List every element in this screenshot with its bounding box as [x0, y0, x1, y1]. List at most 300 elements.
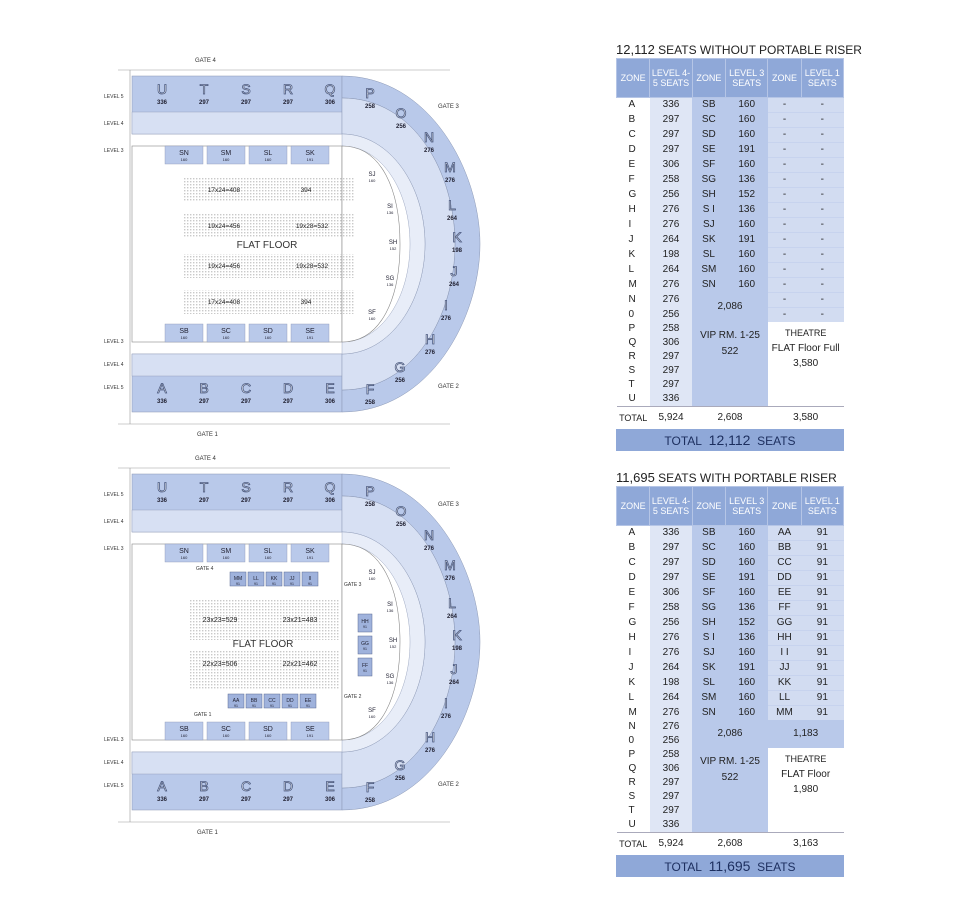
zone-n-seats: 276 — [423, 546, 435, 552]
table-row — [617, 158, 844, 173]
zone-cell: C — [617, 556, 650, 571]
totals-label: TOTAL — [617, 833, 650, 856]
zone-l-letter: L — [448, 197, 456, 213]
zone-cell: - — [768, 278, 801, 293]
zone-cell: SN — [692, 278, 725, 293]
seats-cell: 152 — [726, 616, 768, 631]
zone-k-seats: 198 — [451, 248, 463, 254]
box-label: SB — [179, 726, 189, 733]
zone-g-letter: G — [394, 757, 406, 773]
zone-cell: SM — [692, 691, 725, 706]
riser-label: II — [308, 576, 312, 582]
seat-table-with-riser — [616, 470, 844, 877]
seats-cell: 297 — [650, 143, 692, 158]
zone-cell: H — [617, 631, 650, 646]
seats-cell: 91 — [801, 646, 843, 661]
floor-block-label: 394 — [300, 299, 312, 306]
seats-cell: 160 — [726, 556, 768, 571]
table-row — [617, 203, 844, 218]
floor-block-label: 19x24=456 — [207, 223, 241, 230]
box-seats: 160 — [222, 733, 230, 738]
zone-cell: SF — [692, 158, 725, 173]
seats-cell: - — [801, 158, 843, 173]
zone-c-letter: C — [240, 380, 252, 396]
zone-e-letter: E — [325, 380, 335, 396]
zone-i-letter: I — [444, 297, 448, 313]
zone-cell: Q — [617, 762, 650, 776]
zone-c-seats: 297 — [240, 399, 252, 405]
zone-cell: C — [617, 128, 650, 143]
seats-cell: 91 — [801, 706, 843, 721]
grand-total-unit: SEATS — [757, 434, 796, 448]
zone-cell: T — [617, 804, 650, 818]
column-header: LEVEL 3 SEATS — [726, 487, 768, 526]
box-label: SG — [385, 276, 395, 282]
box-label: SK — [305, 548, 315, 555]
seats-cell: - — [801, 143, 843, 158]
gate-3-label: GATE 3 — [438, 104, 459, 110]
zone-h-seats: 276 — [424, 350, 436, 356]
zone-u-seats: 336 — [156, 100, 168, 106]
box-seats: 160 — [368, 714, 376, 719]
seats-cell: - — [801, 293, 843, 308]
column-header: LEVEL 4-5 SEATS — [650, 59, 692, 98]
box-label: SM — [220, 548, 232, 555]
zone-k-seats: 198 — [451, 646, 463, 652]
riser-label: CC — [268, 698, 276, 704]
table-heading — [616, 42, 862, 58]
seat-table — [616, 486, 844, 855]
seats-cell: 160 — [726, 541, 768, 556]
zone-t-seats: 297 — [198, 100, 210, 106]
zone-cell: DD — [768, 571, 801, 586]
seats-cell: 306 — [650, 336, 692, 350]
floor-block-label: 23x21=483 — [282, 617, 318, 624]
vip-value: 522 — [721, 346, 739, 357]
zone-r-letter: R — [282, 81, 294, 97]
level-label: LEVEL 5 — [104, 385, 124, 391]
riser-label: MM — [233, 576, 243, 582]
theatre-line: THEATRE — [784, 328, 827, 338]
level-label: LEVEL 5 — [104, 783, 124, 789]
box-seats: 160 — [222, 555, 230, 560]
zone-cell: HH — [768, 631, 801, 646]
zone-o-seats: 256 — [395, 522, 407, 528]
table-row — [617, 748, 844, 762]
seats-cell: 160 — [726, 676, 768, 691]
floor-title: FLAT FLOOR — [236, 240, 298, 251]
level-label: LEVEL 5 — [104, 492, 124, 498]
zone-cell: R — [617, 350, 650, 364]
seats-cell: - — [801, 233, 843, 248]
zone-b-seats: 297 — [198, 797, 210, 803]
zone-m-letter: M — [444, 159, 456, 175]
zone-q-letter: Q — [324, 479, 336, 495]
table-row — [617, 322, 844, 336]
zone-h-letter: H — [424, 331, 436, 347]
seats-cell: 191 — [726, 233, 768, 248]
zone-cell: B — [617, 113, 650, 128]
box-seats: 136 — [386, 608, 394, 613]
level4-band — [132, 752, 342, 774]
seats-cell: 256 — [650, 188, 692, 203]
seats-cell: 191 — [726, 143, 768, 158]
zone-cell: K — [617, 248, 650, 263]
box-seats: 191 — [306, 157, 314, 162]
riser-label: LL — [253, 576, 259, 582]
zone-cell: SE — [692, 143, 725, 158]
zone-p-seats: 258 — [364, 104, 376, 110]
box-seats: 160 — [264, 335, 272, 340]
zone-q-letter: Q — [324, 81, 336, 97]
grand-total — [616, 429, 844, 451]
grand-total-unit: SEATS — [757, 860, 796, 874]
zone-i-seats: 276 — [440, 316, 452, 322]
seats-cell: 160 — [726, 646, 768, 661]
zone-cell: - — [768, 98, 801, 113]
box-label: SH — [388, 638, 398, 644]
seats-cell: 297 — [650, 776, 692, 790]
zone-cell: D — [617, 143, 650, 158]
zone-cell: T — [617, 378, 650, 392]
table-row — [617, 691, 844, 706]
totals-level45: 5,924 — [650, 833, 692, 856]
zone-d-letter: D — [282, 778, 294, 794]
zone-cell: SF — [692, 586, 725, 601]
zone-cell: SL — [692, 248, 725, 263]
grand-total-label: TOTAL — [664, 434, 702, 448]
box-label: SN — [179, 548, 189, 555]
grand-total-value: 12,112 — [708, 432, 751, 448]
table-row — [617, 571, 844, 586]
zone-cell: - — [768, 188, 801, 203]
seats-cell: 136 — [726, 601, 768, 616]
seats-cell: 91 — [801, 631, 843, 646]
zone-cell: - — [768, 158, 801, 173]
table-row — [617, 113, 844, 128]
box-seats: 191 — [306, 733, 314, 738]
zone-t-seats: 297 — [198, 498, 210, 504]
zone-cell: SG — [692, 601, 725, 616]
riser-seats: 91 — [254, 582, 258, 586]
zone-cell: SG — [692, 173, 725, 188]
seats-cell: - — [801, 263, 843, 278]
zone-cell: JJ — [768, 661, 801, 676]
seats-cell: - — [801, 173, 843, 188]
zone-p-letter: P — [365, 85, 375, 101]
column-header: LEVEL 4-5 SEATS — [650, 487, 692, 526]
zone-u-letter: U — [156, 81, 168, 97]
seats-cell: - — [801, 113, 843, 128]
zone-cell: E — [617, 158, 650, 173]
zone-cell: I — [617, 646, 650, 661]
riser-label: JJ — [289, 576, 295, 582]
level1-subtotal: 1,183 — [768, 720, 844, 748]
riser-label: FF — [361, 663, 369, 669]
level-label: LEVEL 4 — [104, 519, 124, 525]
seats-cell: 160 — [726, 218, 768, 233]
riser-seats: 91 — [270, 704, 274, 708]
gate-3-label: GATE 3 — [438, 502, 459, 508]
zone-l-seats: 264 — [446, 614, 458, 620]
zone-p-seats: 258 — [364, 502, 376, 508]
zone-cell: K — [617, 676, 650, 691]
theatre-line: FLAT Floor Full — [771, 343, 840, 354]
box-seats: 191 — [306, 335, 314, 340]
column-header: ZONE — [617, 487, 650, 526]
box-label: SE — [305, 328, 315, 335]
zone-e-seats: 306 — [324, 797, 336, 803]
table-row — [617, 706, 844, 721]
box-seats: 152 — [389, 644, 397, 649]
zone-cell: SM — [692, 263, 725, 278]
riser-seats: 91 — [308, 582, 312, 586]
seats-cell: 160 — [726, 248, 768, 263]
seats-cell: - — [801, 218, 843, 233]
zone-i-letter: I — [444, 695, 448, 711]
zone-j-seats: 264 — [448, 282, 460, 288]
zone-cell: CC — [768, 556, 801, 571]
zone-o-letter: O — [395, 105, 407, 121]
seats-cell: 160 — [726, 128, 768, 143]
riser-seats: 91 — [288, 704, 292, 708]
seats-cell: 91 — [801, 676, 843, 691]
zone-cell: 0 — [617, 308, 650, 323]
riser-seats: 91 — [272, 582, 276, 586]
seats-cell: 276 — [650, 631, 692, 646]
level3-subtotal: 2,086 — [692, 293, 768, 323]
box-label: SF — [368, 310, 376, 316]
zone-cell: - — [768, 308, 801, 323]
zone-cell: S — [617, 790, 650, 804]
zone-cell: - — [768, 113, 801, 128]
zone-cell: P — [617, 748, 650, 762]
seats-cell: 160 — [726, 158, 768, 173]
box-label: SI — [387, 204, 393, 210]
zone-cell: S I — [692, 203, 725, 218]
box-label: SJ — [368, 570, 376, 576]
header-row — [617, 59, 844, 98]
zone-b-letter: B — [199, 778, 209, 794]
box-seats: 160 — [264, 555, 272, 560]
seat-table — [616, 58, 844, 429]
level-label: LEVEL 3 — [104, 339, 124, 345]
seats-cell: 297 — [650, 378, 692, 392]
zone-cell: 0 — [617, 734, 650, 748]
riser-seats: 91 — [363, 625, 367, 629]
zone-cell: SC — [692, 113, 725, 128]
vip-rooms — [692, 322, 768, 407]
zone-n-letter: N — [423, 129, 435, 145]
seats-cell: - — [801, 308, 843, 323]
seats-cell: 336 — [650, 526, 692, 541]
seats-cell: 160 — [726, 586, 768, 601]
zone-cell: SB — [692, 98, 725, 113]
seats-cell: 152 — [726, 188, 768, 203]
seats-cell: 258 — [650, 322, 692, 336]
zone-j-letter: J — [450, 661, 458, 677]
totals-level45: 5,924 — [650, 407, 692, 430]
box-label: SD — [263, 726, 273, 733]
grand-total — [616, 855, 844, 877]
zone-u-letter: U — [156, 479, 168, 495]
box-seats: 160 — [222, 157, 230, 162]
floor-block-label: 22x21=462 — [282, 661, 318, 668]
zone-f-letter: F — [365, 381, 375, 397]
seats-cell: 91 — [801, 556, 843, 571]
zone-cell: J — [617, 661, 650, 676]
seats-cell: 136 — [726, 631, 768, 646]
seats-cell: 264 — [650, 661, 692, 676]
zone-cell: SC — [692, 541, 725, 556]
zone-e-seats: 306 — [324, 399, 336, 405]
floor-block-label: 19x28=532 — [295, 223, 329, 230]
seats-cell: 91 — [801, 526, 843, 541]
zone-cell: A — [617, 98, 650, 113]
box-label: SB — [179, 328, 189, 335]
zone-cell: SJ — [692, 218, 725, 233]
table-row — [617, 128, 844, 143]
gate-2-label: GATE 2 — [438, 782, 459, 788]
level-label: LEVEL 3 — [104, 148, 124, 154]
seats-cell: 258 — [650, 173, 692, 188]
zone-cell: - — [768, 128, 801, 143]
zone-i-seats: 276 — [440, 714, 452, 720]
table-row — [617, 278, 844, 293]
zone-j-letter: J — [450, 263, 458, 279]
seats-cell: 91 — [801, 541, 843, 556]
column-header: ZONE — [692, 59, 725, 98]
floor-block-label: 19x24=456 — [207, 263, 241, 270]
box-seats: 136 — [386, 282, 394, 287]
table-row — [617, 263, 844, 278]
gate-2-label: GATE 2 — [438, 384, 459, 390]
table-row — [617, 248, 844, 263]
zone-cell: N — [617, 720, 650, 734]
zone-cell: - — [768, 218, 801, 233]
box-seats: 136 — [386, 680, 394, 685]
seats-cell: 91 — [801, 661, 843, 676]
zone-cell: F — [617, 601, 650, 616]
table-row — [617, 720, 844, 734]
column-header: ZONE — [692, 487, 725, 526]
seats-cell: 258 — [650, 601, 692, 616]
vip-label: VIP RM. 1-25 — [700, 330, 760, 341]
table-heading — [616, 470, 844, 486]
riser-gate-label: GATE 2 — [344, 694, 362, 700]
zone-t-letter: T — [199, 81, 209, 97]
seats-cell: 276 — [650, 218, 692, 233]
table-row — [617, 218, 844, 233]
seats-cell: 160 — [726, 526, 768, 541]
table-row — [617, 586, 844, 601]
totals-level1: 3,580 — [768, 407, 844, 430]
riser-label: AA — [232, 698, 240, 704]
seats-cell: 136 — [726, 203, 768, 218]
zone-a-seats: 336 — [156, 797, 168, 803]
riser-seats: 91 — [290, 582, 294, 586]
zone-cell: BB — [768, 541, 801, 556]
seats-cell: 297 — [650, 556, 692, 571]
zone-f-letter: F — [365, 779, 375, 795]
zone-cell: FF — [768, 601, 801, 616]
totals-label: TOTAL — [617, 407, 650, 430]
box-label: SL — [263, 150, 273, 157]
arena-diagram — [100, 52, 500, 442]
box-seats: 160 — [368, 576, 376, 581]
zone-d-letter: D — [282, 380, 294, 396]
riser-gate-label: GATE 3 — [344, 582, 362, 588]
zone-c-letter: C — [240, 778, 252, 794]
zone-cell: - — [768, 248, 801, 263]
floor-block-label: 22x23=506 — [202, 661, 238, 668]
zone-cell: D — [617, 571, 650, 586]
gate-4-label: GATE 4 — [195, 456, 216, 462]
level-label: LEVEL 3 — [104, 737, 124, 743]
floor-block-label: 17x24=408 — [207, 299, 241, 306]
zone-cell: L — [617, 691, 650, 706]
zone-a-letter: A — [157, 778, 167, 794]
seats-cell: 160 — [726, 98, 768, 113]
seats-cell: 306 — [650, 762, 692, 776]
seats-cell: 264 — [650, 233, 692, 248]
seats-cell: 336 — [650, 98, 692, 113]
level-label: LEVEL 4 — [104, 121, 124, 127]
table-row — [617, 173, 844, 188]
zone-g-seats: 256 — [394, 776, 406, 782]
zone-cell: SK — [692, 661, 725, 676]
seats-cell: 264 — [650, 263, 692, 278]
zone-cell: - — [768, 173, 801, 188]
seats-cell: 336 — [650, 392, 692, 407]
totals-level3: 2,608 — [692, 407, 768, 430]
zone-cell: P — [617, 322, 650, 336]
riser-gate-label: GATE 1 — [194, 712, 212, 718]
table-row — [617, 233, 844, 248]
table-caption: SEATS WITH PORTABLE RISER — [658, 471, 837, 485]
riser-label: EE — [304, 698, 312, 704]
seats-cell: 276 — [650, 278, 692, 293]
zone-q-seats: 306 — [324, 498, 336, 504]
box-seats: 160 — [180, 157, 188, 162]
seats-cell: 256 — [650, 616, 692, 631]
seats-cell: 198 — [650, 248, 692, 263]
seats-cell: - — [801, 203, 843, 218]
box-label: SF — [368, 708, 376, 714]
box-label: SK — [305, 150, 315, 157]
zone-cell: A — [617, 526, 650, 541]
zone-cell: MM — [768, 706, 801, 721]
zone-cell: E — [617, 586, 650, 601]
zone-cell: M — [617, 278, 650, 293]
theatre-line: THEATRE — [784, 754, 827, 764]
zone-q-seats: 306 — [324, 100, 336, 106]
seats-cell: 276 — [650, 706, 692, 721]
seats-cell: 276 — [650, 203, 692, 218]
zone-cell: - — [768, 293, 801, 308]
gate-4-label: GATE 4 — [195, 58, 216, 64]
zone-d-seats: 297 — [282, 399, 294, 405]
seats-cell: 160 — [726, 691, 768, 706]
zone-s-seats: 297 — [240, 498, 252, 504]
zone-s-letter: S — [241, 479, 251, 495]
box-seats: 160 — [222, 335, 230, 340]
floor-seat-block — [190, 650, 340, 690]
seats-cell: - — [801, 278, 843, 293]
zone-n-seats: 276 — [423, 148, 435, 154]
zone-cell: SJ — [692, 646, 725, 661]
riser-seats: 91 — [363, 647, 367, 651]
